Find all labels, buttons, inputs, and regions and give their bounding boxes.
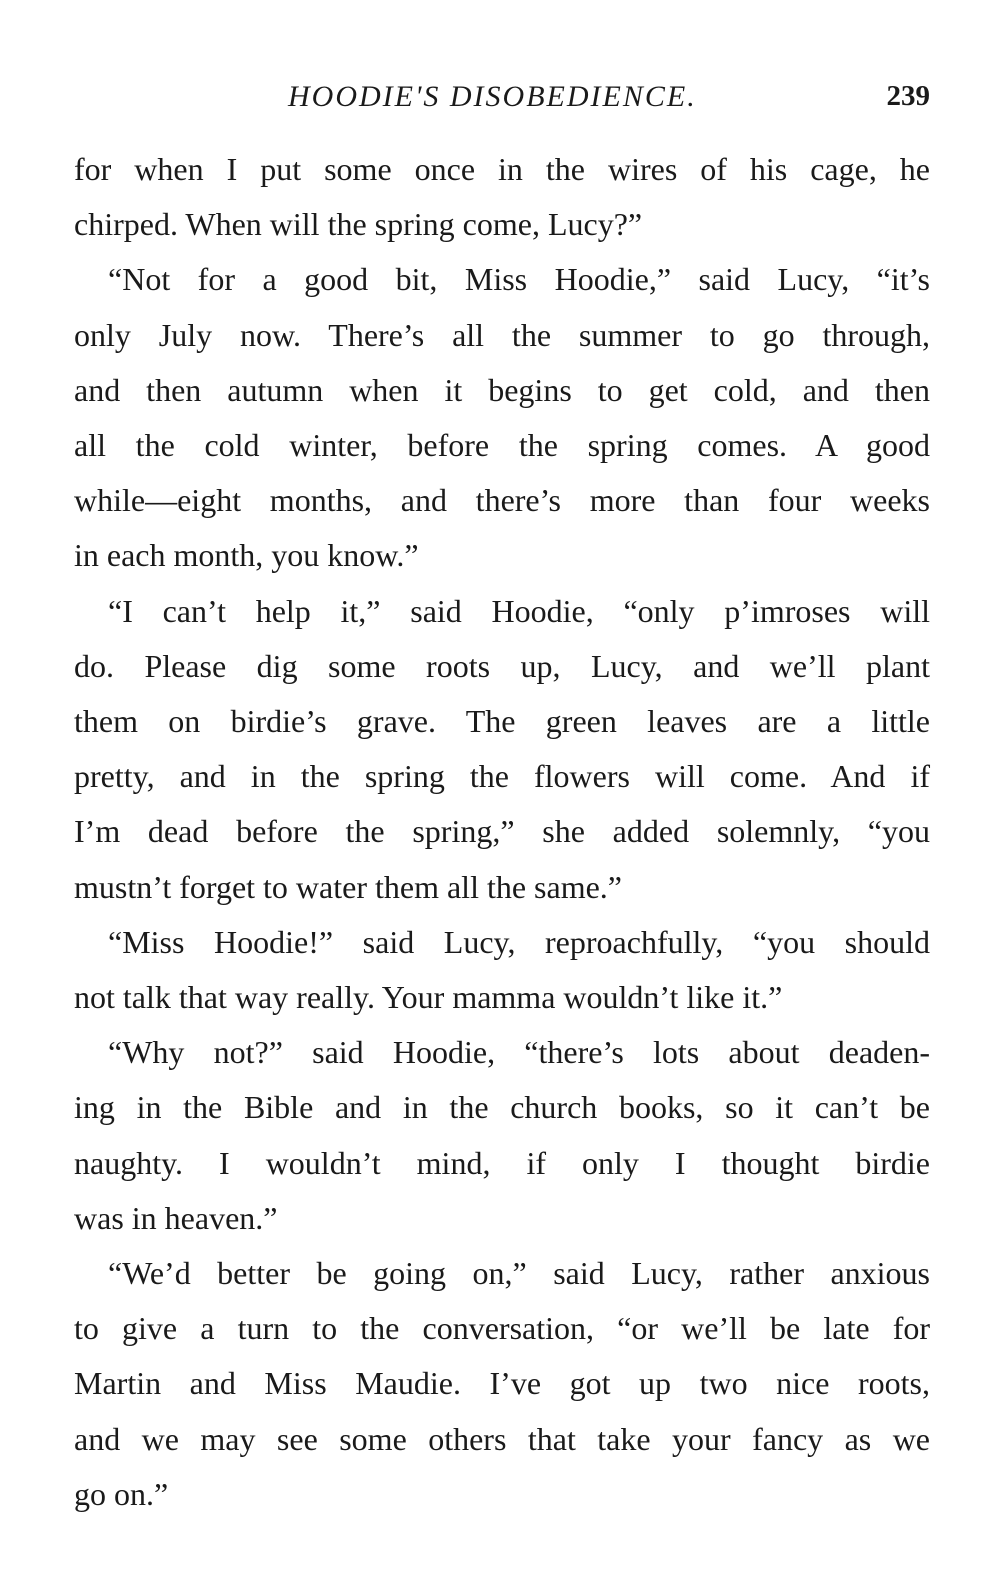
text-line: “I can’t help it,” said Hoodie, “only p’imroses will bbox=[108, 592, 930, 629]
text-line: was in heaven.” bbox=[74, 1199, 278, 1236]
running-title: HOODIE'S DISOBEDIENCE. bbox=[288, 80, 697, 113]
text-line: in each month, you know.” bbox=[74, 537, 419, 574]
text-line: “We’d better be going on,” said Lucy, rather anxious bbox=[108, 1255, 930, 1292]
text-line: Martin and Miss Maudie. I’ve got up two nice roots, bbox=[74, 1365, 930, 1402]
text-line: mustn’t forget to water them all the same.” bbox=[74, 868, 622, 905]
text-line: “Not for a good bit, Miss Hoodie,” said Lucy, “it’s bbox=[108, 261, 930, 298]
text-line: them on birdie’s grave. The green leaves are a little bbox=[74, 703, 930, 740]
text-line: “Why not?” said Hoodie, “there’s lots about deaden- bbox=[108, 1034, 930, 1071]
text-line: while—eight months, and there’s more than four weeks bbox=[74, 482, 930, 519]
body-text bbox=[74, 142, 930, 1522]
book-page bbox=[74, 80, 930, 1522]
text-line: and then autumn when it begins to get cold, and then bbox=[74, 371, 930, 408]
text-line: naughty. I wouldn’t mind, if only I thought birdie bbox=[74, 1144, 930, 1181]
text-line: “Miss Hoodie!” said Lucy, reproachfully, “you should bbox=[108, 923, 930, 960]
text-line: all the cold winter, before the spring comes. A good bbox=[74, 427, 930, 464]
text-line: chirped. When will the spring come, Lucy?” bbox=[74, 206, 643, 243]
text-line: do. Please dig some roots up, Lucy, and we’ll plant bbox=[74, 647, 930, 684]
text-line: only July now. There’s all the summer to go through, bbox=[74, 316, 930, 353]
text-line: ing in the Bible and in the church books, so it can’t be bbox=[74, 1089, 930, 1126]
text-line: go on.” bbox=[74, 1475, 169, 1512]
text-line: to give a turn to the conversation, “or we’ll be late for bbox=[74, 1310, 930, 1347]
text-line: not talk that way really. Your mamma wouldn’t like it.” bbox=[74, 979, 783, 1016]
text-line: I’m dead before the spring,” she added solemnly, “you bbox=[74, 813, 930, 850]
running-head bbox=[74, 80, 930, 124]
text-line: and we may see some others that take your fancy as we bbox=[74, 1420, 930, 1457]
text-line: pretty, and in the spring the flowers will come. And if bbox=[74, 758, 930, 795]
text-line: for when I put some once in the wires of his cage, he bbox=[74, 151, 930, 187]
page-number: 239 bbox=[886, 80, 930, 112]
